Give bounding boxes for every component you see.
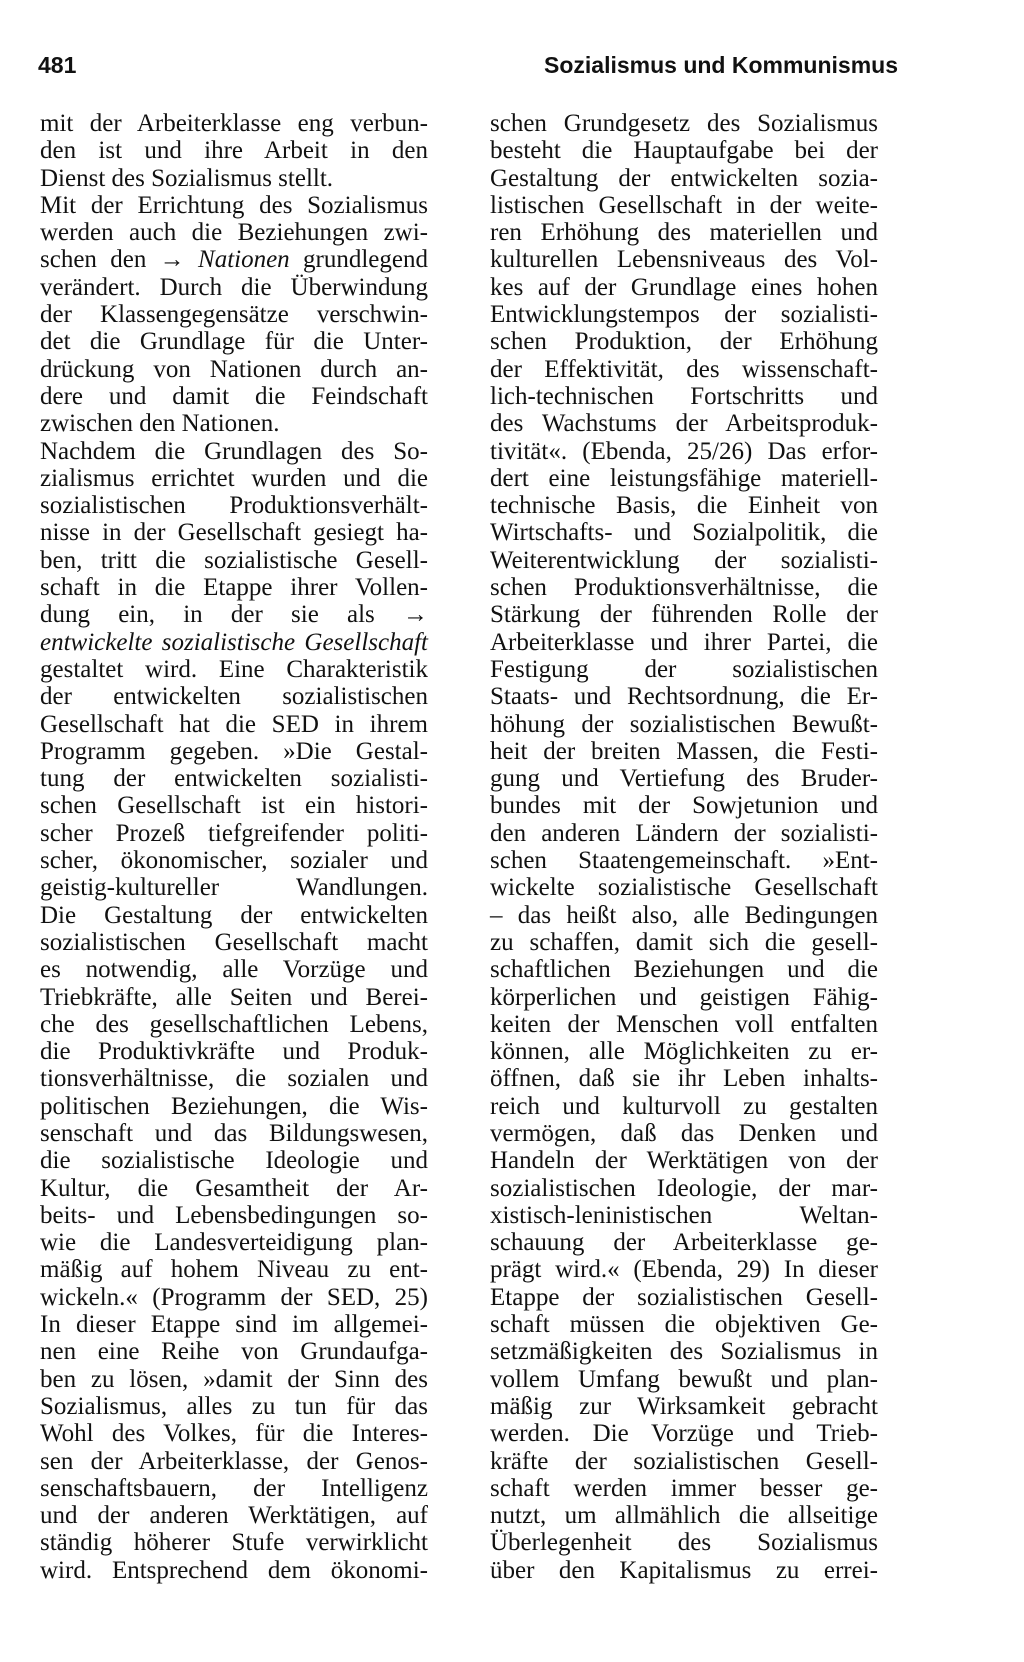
line-text: schen Produktionsverhältnisse, die	[490, 574, 878, 602]
text-line	[40, 1311, 428, 1338]
line-text: Gesellschaft hat die SED in ihrem	[40, 710, 428, 738]
text-line	[490, 137, 878, 164]
text-line	[490, 738, 878, 765]
line-text: prägt wird.« (Ebenda, 29) In dieser	[490, 1256, 878, 1284]
text-line	[40, 356, 428, 383]
running-title: Sozialismus und Kommunismus	[544, 52, 898, 78]
text-line	[40, 1065, 428, 1092]
text-line	[40, 1529, 428, 1556]
text-line	[490, 1011, 878, 1038]
text-line	[490, 1529, 878, 1556]
text-line	[490, 656, 878, 683]
line-text: dung ein, in der sie als →	[40, 601, 428, 629]
line-text: senschaft und das Bildungswesen,	[40, 1119, 428, 1147]
line-text: gestaltet wird. Eine Charakteristik	[40, 655, 428, 683]
text-line	[40, 956, 428, 983]
line-text: Sozialismus, alles zu tun für das	[40, 1392, 428, 1420]
text-line	[490, 1065, 878, 1092]
text-line	[40, 1256, 428, 1283]
text-line	[40, 629, 428, 656]
text-line	[40, 874, 428, 901]
text-line	[40, 438, 428, 465]
text-line	[40, 1502, 428, 1529]
line-text: xistisch-leninistischen Weltan-	[490, 1201, 878, 1229]
line-text: den anderen Ländern der sozialisti-	[490, 819, 878, 847]
text-line	[490, 1229, 878, 1256]
line-text: wickelte sozialistische Gesellschaft	[490, 874, 878, 902]
text-line	[40, 465, 428, 492]
line-text: wird. Entsprechend dem ökonomi-	[40, 1556, 428, 1584]
line-text: schaft müssen die objektiven Ge-	[490, 1311, 878, 1339]
text-line	[40, 1038, 428, 1065]
text-line	[490, 1147, 878, 1174]
text-line	[40, 519, 428, 546]
line-text: der entwickelten sozialistischen	[40, 683, 428, 711]
line-text: schen Produktion, der Erhöhung	[490, 328, 878, 356]
text-line	[490, 1448, 878, 1475]
line-text: politischen Beziehungen, die Wis-	[40, 1092, 428, 1120]
line-text: mäßig zur Wirksamkeit gebracht	[490, 1392, 878, 1420]
text-line	[40, 792, 428, 819]
text-line	[490, 683, 878, 710]
line-text: technische Basis, die Einheit von	[490, 492, 878, 520]
text-line	[40, 1420, 428, 1447]
line-text: Entwicklungstempos der sozialisti-	[490, 301, 878, 329]
line-text: die sozialistische Ideologie und	[40, 1147, 428, 1175]
text-line	[40, 1093, 428, 1120]
text-line	[40, 1202, 428, 1229]
line-text: ben zu lösen, »damit der Sinn des	[40, 1365, 428, 1393]
line-text: Mit der Errichtung des Sozialismus	[40, 191, 428, 219]
text-line	[490, 1202, 878, 1229]
line-text: sozialistischen Produktionsverhält-	[40, 492, 428, 520]
line-text: dert eine leistungsfähige materiell-	[490, 464, 878, 492]
line-text: lich-technischen Fortschritts und	[490, 382, 878, 410]
line-text: beits- und Lebensbedingungen so-	[40, 1201, 428, 1229]
line-text: – das heißt also, alle Bedingungen	[490, 901, 878, 929]
text-line	[40, 492, 428, 519]
line-text: sozialistischen Gesellschaft macht	[40, 928, 428, 956]
line-text: bundes mit der Sowjetunion und	[490, 792, 878, 820]
line-text: zwischen den Nationen.	[40, 410, 280, 438]
text-line	[490, 711, 878, 738]
line-text: der Klassengegensätze verschwin-	[40, 301, 428, 329]
text-line	[40, 656, 428, 683]
text-line	[40, 574, 428, 601]
line-text: Staats- und Rechtsordnung, die Er-	[490, 683, 878, 711]
cross-reference: Nationen	[198, 246, 290, 274]
text-line	[490, 465, 878, 492]
line-text: nisse in der Gesellschaft gesiegt ha-	[40, 519, 428, 547]
text-line	[490, 1475, 878, 1502]
line-text: ständig höherer Stufe verwirklicht	[40, 1529, 428, 1557]
line-text: vollem Umfang bewußt und plan-	[490, 1365, 878, 1393]
line-text: es notwendig, alle Vorzüge und	[40, 956, 428, 984]
text-line	[40, 1448, 428, 1475]
cross-reference: entwickelte sozialistische Gesellschaft	[40, 628, 428, 656]
text-line	[40, 683, 428, 710]
text-line	[490, 956, 878, 983]
text-line	[40, 547, 428, 574]
line-text: zu schaffen, damit sich die gesell-	[490, 928, 878, 956]
text-line	[490, 1502, 878, 1529]
text-line	[40, 137, 428, 164]
text-line	[40, 165, 428, 192]
line-text: schaft werden immer besser ge-	[490, 1474, 878, 1502]
text-line	[490, 1093, 878, 1120]
text-line	[40, 1366, 428, 1393]
text-line	[40, 738, 428, 765]
page-number: 481	[38, 52, 77, 78]
text-line	[40, 820, 428, 847]
text-line	[490, 984, 878, 1011]
text-line	[490, 547, 878, 574]
text-line	[40, 847, 428, 874]
line-text: den ist und ihre Arbeit in den	[40, 137, 428, 165]
text-line	[40, 711, 428, 738]
line-text: Die Gestaltung der entwickelten	[40, 901, 428, 929]
text-line	[40, 1175, 428, 1202]
text-line	[490, 1366, 878, 1393]
text-line	[490, 929, 878, 956]
line-text: scher, ökonomischer, sozialer und	[40, 847, 428, 875]
text-line	[40, 219, 428, 246]
line-text: schen Gesellschaft ist ein histori-	[40, 792, 428, 820]
line-text: sozialistischen Ideologie, der mar-	[490, 1174, 878, 1202]
text-line	[40, 984, 428, 1011]
line-text: drückung von Nationen durch an-	[40, 355, 428, 383]
text-line	[490, 1038, 878, 1065]
line-text: sen der Arbeiterklasse, der Genos-	[40, 1447, 428, 1475]
text-line	[490, 1311, 878, 1338]
text-line	[40, 192, 428, 219]
line-text: wie die Landesverteidigung plan-	[40, 1229, 428, 1257]
line-text: scher Prozeß tiefgreifender politi-	[40, 819, 428, 847]
line-text: schauung der Arbeiterklasse ge-	[490, 1229, 878, 1257]
text-line	[490, 165, 878, 192]
line-text: werden auch die Beziehungen zwi-	[40, 219, 428, 247]
text-line	[490, 574, 878, 601]
text-line	[490, 219, 878, 246]
line-text: che des gesellschaftlichen Lebens,	[40, 1010, 428, 1038]
text-line	[490, 519, 878, 546]
text-line	[40, 274, 428, 301]
line-text: die Produktivkräfte und Produk-	[40, 1038, 428, 1066]
text-line	[40, 1393, 428, 1420]
line-text: listischen Gesellschaft in der weite-	[490, 191, 878, 219]
text-line	[490, 438, 878, 465]
text-line	[490, 792, 878, 819]
text-line	[490, 765, 878, 792]
line-text: körperlichen und geistigen Fähig-	[490, 983, 878, 1011]
line-text: tung der entwickelten sozialisti-	[40, 765, 428, 793]
line-text: det die Grundlage für die Unter-	[40, 328, 428, 356]
line-text: geistig-kultureller Wandlungen.	[40, 874, 428, 902]
line-text: schaft in die Etappe ihrer Vollen-	[40, 574, 428, 602]
text-line	[490, 1175, 878, 1202]
text-line	[40, 383, 428, 410]
line-text: Nachdem die Grundlagen des So-	[40, 437, 428, 465]
line-text: In dieser Etappe sind im allgemei-	[40, 1311, 428, 1339]
line-text: Festigung der sozialistischen	[490, 655, 878, 683]
text-line	[40, 301, 428, 328]
text-line	[40, 929, 428, 956]
line-text: nen eine Reihe von Grundaufga-	[40, 1338, 428, 1366]
line-text: Triebkräfte, alle Seiten und Berei-	[40, 983, 428, 1011]
text-line	[490, 1120, 878, 1147]
line-text: höhung der sozialistischen Bewußt-	[490, 710, 878, 738]
text-column-right	[490, 110, 878, 1584]
line-text: öffnen, daß sie ihr Leben inhalts-	[490, 1065, 878, 1093]
text-line	[490, 629, 878, 656]
text-line	[40, 110, 428, 137]
line-text: Programm gegeben. »Die Gestal-	[40, 737, 428, 765]
text-column-left	[40, 110, 428, 1584]
text-line	[40, 1011, 428, 1038]
line-text: keiten der Menschen voll entfalten	[490, 1010, 878, 1038]
text-line	[490, 1284, 878, 1311]
text-line	[490, 1393, 878, 1420]
text-line	[40, 410, 428, 437]
line-text: heit der breiten Massen, die Festi-	[490, 737, 878, 765]
line-text: schen Grundgesetz des Sozialismus	[490, 110, 878, 137]
text-line	[490, 192, 878, 219]
text-line	[490, 410, 878, 437]
text-line	[490, 383, 878, 410]
line-text: gung und Vertiefung des Bruder-	[490, 765, 878, 793]
line-text: schen Staatengemeinschaft. »Ent-	[490, 847, 878, 875]
line-text: nutzt, um allmählich die allseitige	[490, 1502, 878, 1530]
text-line	[40, 1229, 428, 1256]
line-text: Handeln der Werktätigen von der	[490, 1147, 878, 1175]
line-text: können, alle Möglichkeiten zu er-	[490, 1038, 878, 1066]
text-line	[490, 274, 878, 301]
line-text: Wohl des Volkes, für die Interes-	[40, 1420, 428, 1448]
line-text: tivität«. (Ebenda, 25/26) Das erfor-	[490, 437, 878, 465]
line-text: ren Erhöhung des materiellen und	[490, 219, 878, 247]
text-line	[490, 301, 878, 328]
line-text: Überlegenheit des Sozialismus	[490, 1529, 878, 1557]
line-text: Stärkung der führenden Rolle der	[490, 601, 878, 629]
line-text: kulturellen Lebensniveaus des Vol-	[490, 246, 878, 274]
line-text: senschaftsbauern, der Intelligenz	[40, 1474, 428, 1502]
line-text: kräfte der sozialistischen Gesell-	[490, 1447, 878, 1475]
text-line	[490, 356, 878, 383]
line-text: setzmäßigkeiten des Sozialismus in	[490, 1338, 878, 1366]
line-text: grundlegend	[289, 246, 428, 274]
line-text: tionsverhältnisse, die sozialen und	[40, 1065, 428, 1093]
text-line	[40, 1475, 428, 1502]
text-line	[40, 902, 428, 929]
line-text: der Effektivität, des wissenschaft-	[490, 355, 878, 383]
text-line	[490, 902, 878, 929]
text-line	[40, 1557, 428, 1584]
line-text: zialismus errichtet wurden und die	[40, 464, 428, 492]
line-text: verändert. Durch die Überwindung	[40, 273, 428, 301]
text-line	[490, 874, 878, 901]
text-line	[40, 765, 428, 792]
line-text: kes auf der Grundlage eines hohen	[490, 273, 878, 301]
line-text: Wirtschafts- und Sozialpolitik, die	[490, 519, 878, 547]
text-line	[40, 1147, 428, 1174]
text-line	[490, 1420, 878, 1447]
text-line	[40, 246, 428, 273]
line-text: schen den →	[40, 246, 199, 274]
line-text: besteht die Hauptaufgabe bei der	[490, 137, 878, 165]
text-line	[490, 601, 878, 628]
line-text: ben, tritt die sozialistische Gesell-	[40, 546, 428, 574]
text-line	[490, 492, 878, 519]
line-text: mit der Arbeiterklasse eng verbun-	[40, 110, 428, 137]
line-text: Gestaltung der entwickelten sozia-	[490, 164, 878, 192]
line-text: schaftlichen Beziehungen und die	[490, 956, 878, 984]
line-text: Kultur, die Gesamtheit der Ar-	[40, 1174, 428, 1202]
text-line	[490, 1557, 878, 1584]
text-line	[490, 328, 878, 355]
line-text: vermögen, daß das Denken und	[490, 1119, 878, 1147]
line-text: über den Kapitalismus zu errei-	[490, 1556, 878, 1584]
line-text: mäßig auf hohem Niveau zu ent-	[40, 1256, 428, 1284]
line-text: Dienst des Sozialismus stellt.	[40, 164, 334, 192]
line-text: wickeln.« (Programm der SED, 25)	[40, 1283, 428, 1311]
page-header	[38, 52, 898, 84]
text-line	[490, 847, 878, 874]
text-line	[490, 820, 878, 847]
line-text: werden. Die Vorzüge und Trieb-	[490, 1420, 878, 1448]
text-line	[40, 1120, 428, 1147]
line-text: und der anderen Werktätigen, auf	[40, 1502, 428, 1530]
text-line	[490, 1338, 878, 1365]
text-line	[490, 1256, 878, 1283]
line-text: Etappe der sozialistischen Gesell-	[490, 1283, 878, 1311]
text-line	[40, 1338, 428, 1365]
line-text: dere und damit die Feindschaft	[40, 382, 428, 410]
text-line	[40, 601, 428, 628]
line-text: Weiterentwicklung der sozialisti-	[490, 546, 878, 574]
text-line	[40, 1284, 428, 1311]
line-text: Arbeiterklasse und ihrer Partei, die	[490, 628, 878, 656]
text-line	[40, 328, 428, 355]
line-text: des Wachstums der Arbeitsproduk-	[490, 410, 878, 438]
line-text: reich und kulturvoll zu gestalten	[490, 1092, 878, 1120]
text-line	[490, 110, 878, 137]
text-line	[490, 246, 878, 273]
